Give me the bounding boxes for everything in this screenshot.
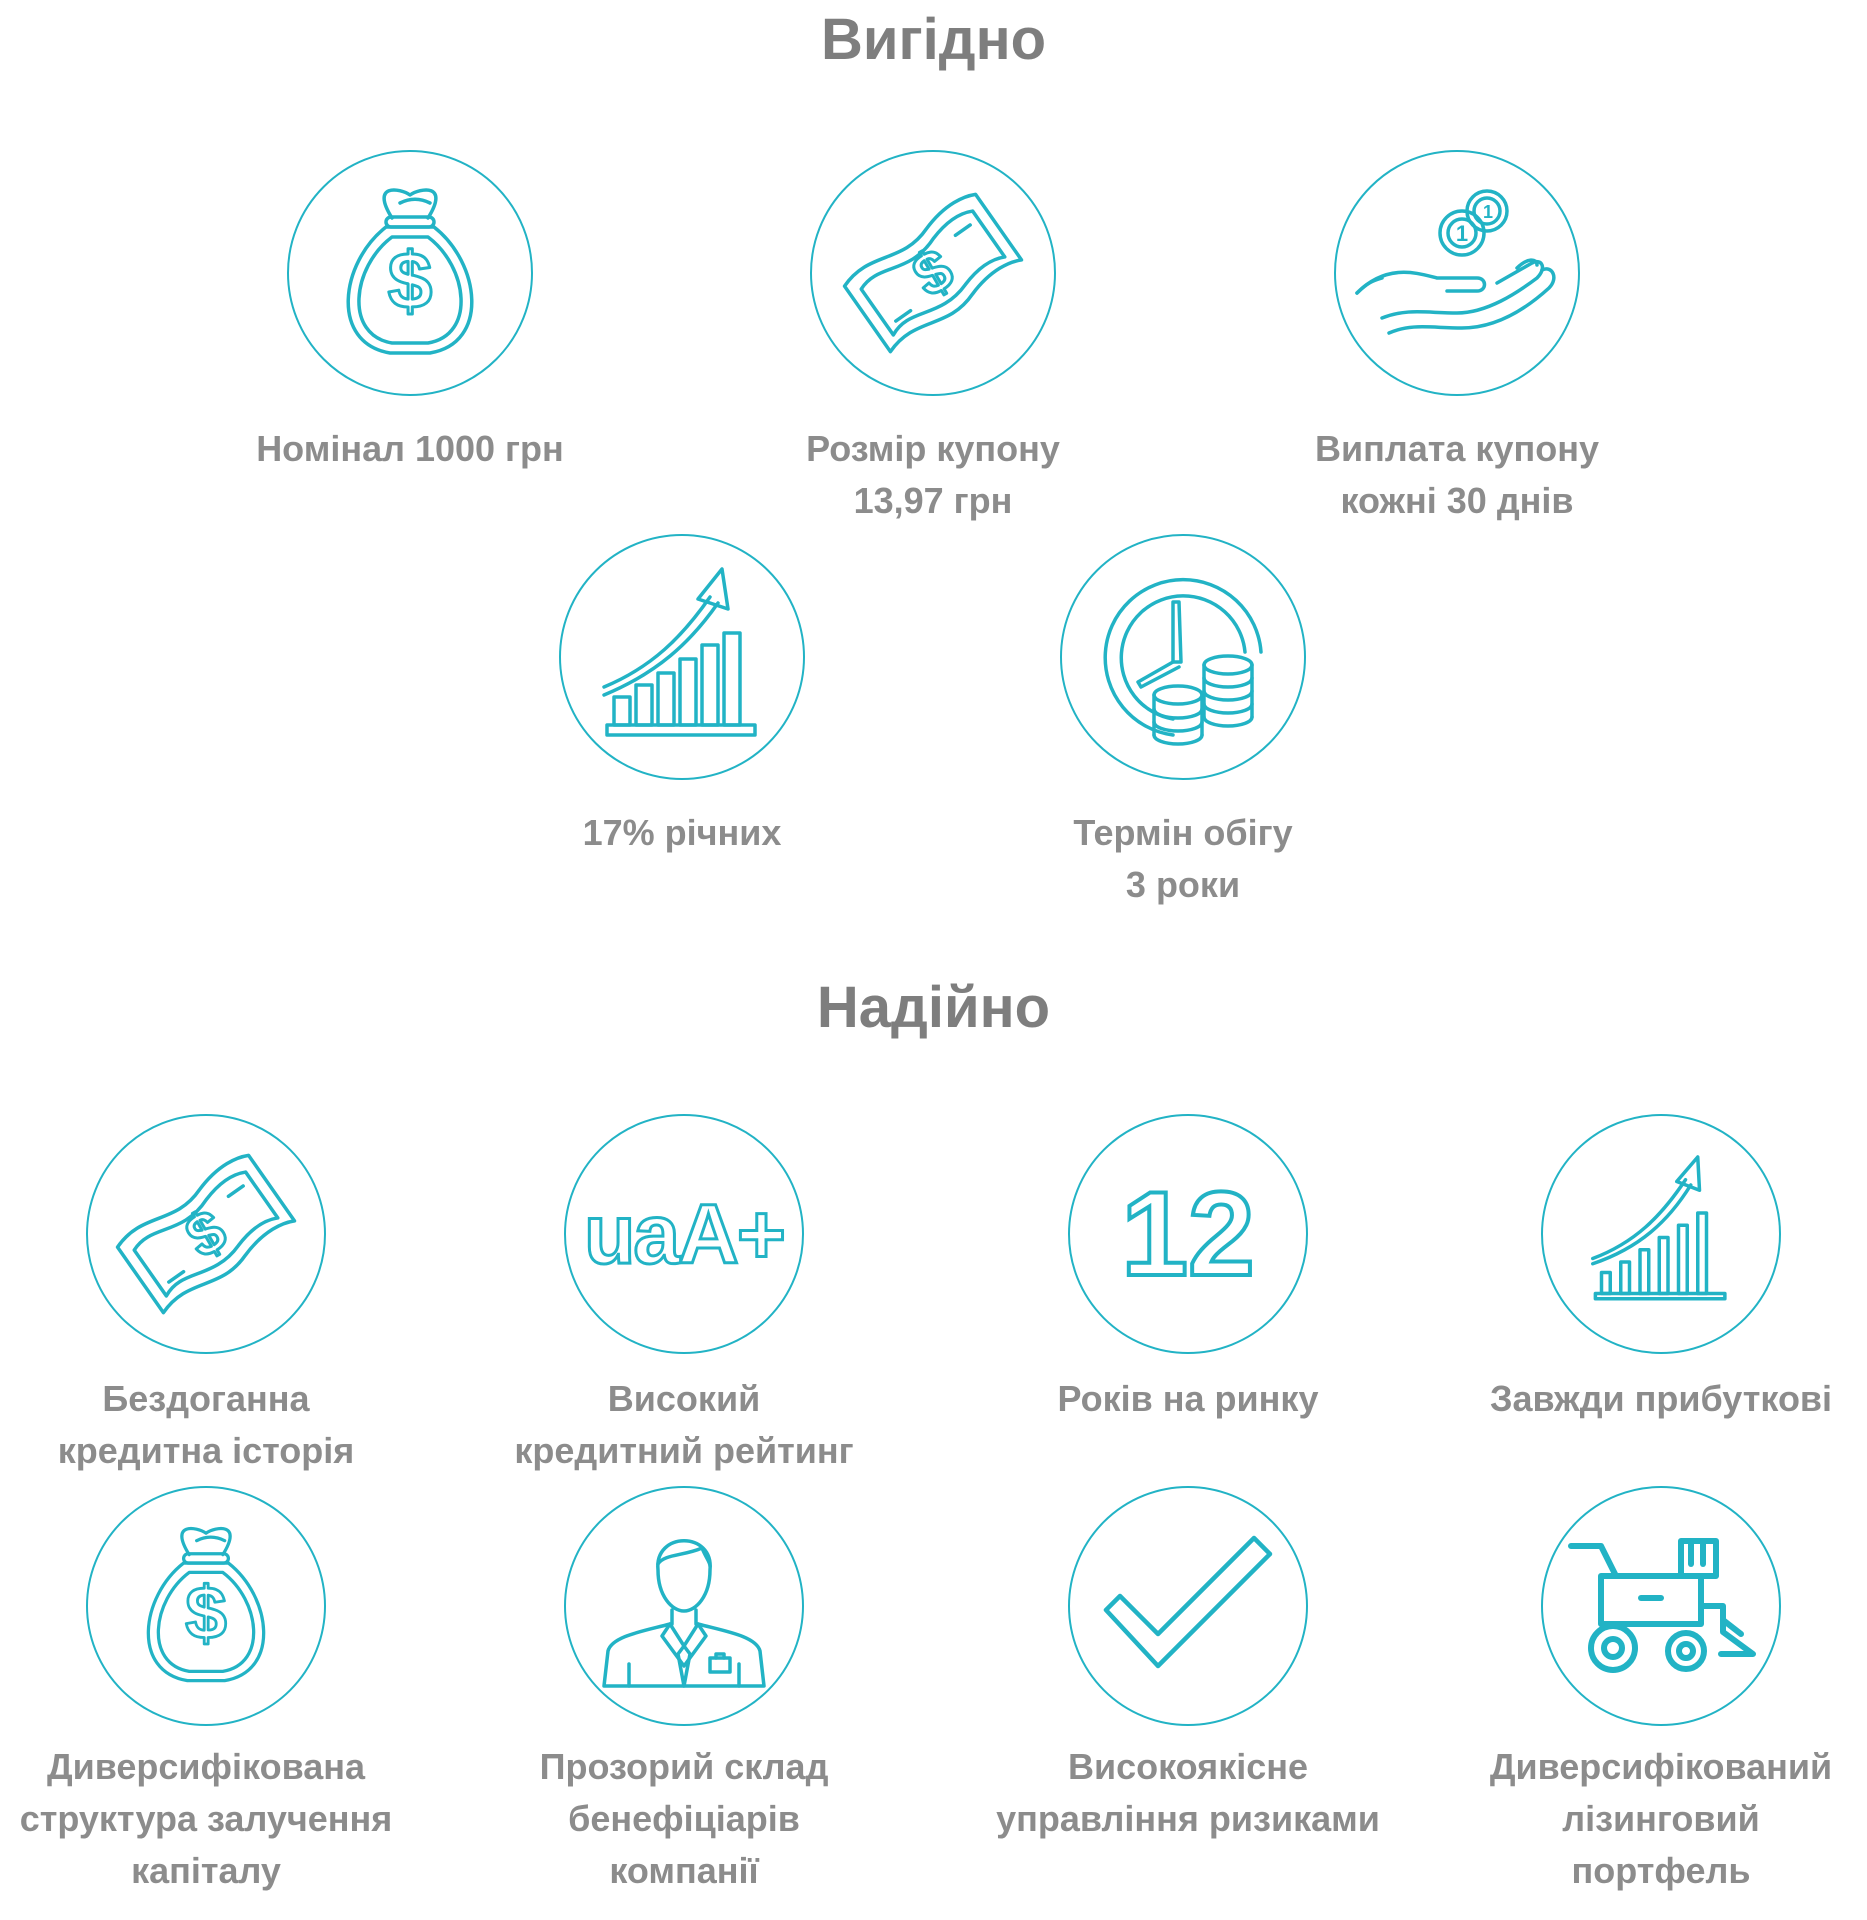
feature-circle: [559, 534, 805, 780]
credit-rating-icon: uaA+: [584, 1186, 784, 1281]
years-number-icon: 12: [1121, 1167, 1255, 1301]
checkmark-icon: [1098, 1531, 1278, 1681]
feature-circle: [1060, 534, 1306, 780]
money-bag-icon: [335, 178, 485, 368]
growth-chart-icon: [602, 567, 762, 747]
feature-circle: [564, 1114, 804, 1354]
feature-label: Номінал 1000 грн: [256, 428, 564, 469]
feature-label: 17% річних: [582, 812, 782, 853]
section-title-profitable: Вигідно: [820, 7, 1047, 72]
feature-label: Термін обігу 3 роки: [1073, 812, 1293, 905]
feature-label: Високий кредитний рейтинг: [514, 1378, 854, 1471]
svg-text:$: $: [387, 236, 433, 325]
feature-label: Прозорий склад бенефіціарів компанії: [539, 1746, 829, 1891]
feature-label: Високоякісне управління ризиками: [996, 1746, 1380, 1839]
feature-circle: [564, 1486, 804, 1726]
harvester-icon: [1566, 1531, 1756, 1681]
feature-circle: [1068, 1114, 1308, 1354]
svg-text:1: 1: [1482, 202, 1494, 222]
feature-label: Завжди прибуткові: [1489, 1378, 1833, 1419]
feature-circle: [810, 150, 1056, 396]
feature-label: Розмір купону 13,97 грн: [806, 428, 1060, 521]
money-bag-icon: [136, 1516, 276, 1696]
feature-circle: [1334, 150, 1580, 396]
svg-text:$: $: [901, 235, 964, 310]
hand-coins-icon: [1357, 183, 1557, 363]
svg-text:$: $: [174, 1196, 237, 1271]
businessman-icon: [599, 1521, 769, 1691]
feature-circle: [1541, 1486, 1781, 1726]
section-title-reliable: Надійно: [816, 975, 1051, 1040]
banknote-icon: [116, 1144, 296, 1324]
svg-text:$: $: [185, 1570, 227, 1655]
feature-label: Диверсифікована структура залучення капіталу: [19, 1746, 393, 1891]
feature-label: Диверсифікований лізинговий портфель: [1489, 1746, 1833, 1891]
feature-circle: [1068, 1486, 1308, 1726]
feature-circle: [1541, 1114, 1781, 1354]
feature-circle: [86, 1114, 326, 1354]
feature-label: Бездоганна кредитна історія: [57, 1378, 355, 1471]
growth-chart-icon: [1591, 1154, 1731, 1314]
feature-circle: [287, 150, 533, 396]
feature-circle: [86, 1486, 326, 1726]
svg-text:1: 1: [1455, 221, 1469, 246]
feature-label: Років на ринку: [1057, 1378, 1319, 1419]
feature-label: Виплата купону кожні 30 днів: [1315, 428, 1599, 521]
banknote-icon: [843, 183, 1023, 363]
clock-coins-icon: [1093, 567, 1273, 747]
